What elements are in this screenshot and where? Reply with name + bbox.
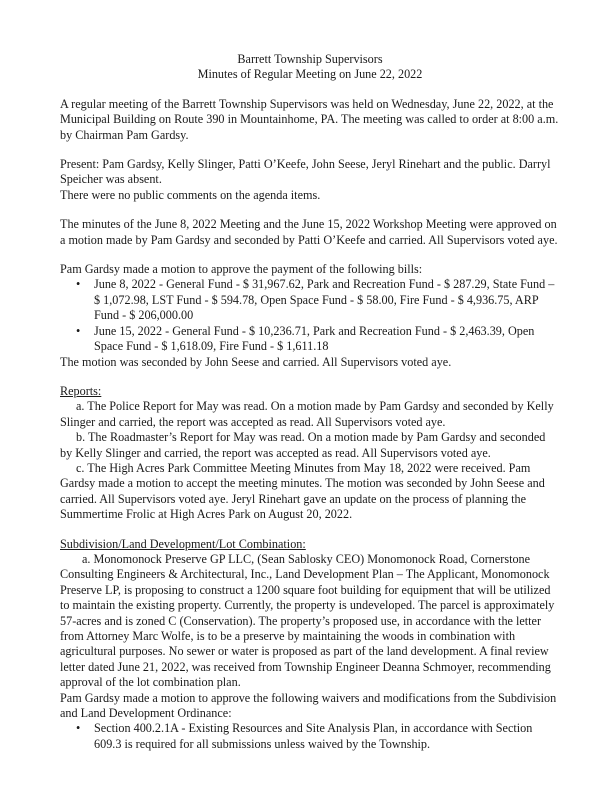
bullet-icon: • xyxy=(76,721,81,736)
bill-text: June 8, 2022 - General Fund - $ 31,967.62, Park and Recreation Fund - $ 287.29, State Fund – $ 1,072.98, LST Fund - $ 594.78, Open Space Fund - $ 58.00, Fire Fund - $ 4,936.75, ARP Fund - $ 206,000.00 xyxy=(94,277,555,323)
list-item xyxy=(60,721,560,752)
list-item xyxy=(60,324,560,355)
waivers-list xyxy=(60,721,560,752)
bullet-icon: • xyxy=(76,323,81,338)
opening-paragraph: A regular meeting of the Barrett Township Supervisors was held on Wednesday, June 22, 2022, at the Municipal Building on Route 390 in Mountainhome, PA. The meeting was called to order at 8:00 a.m. by Chairman Pam Gardsy. xyxy=(60,96,559,142)
report-item-police: a. The Police Report for May was read. On a motion made by Pam Gardsy and seconded by Kelly Slinger and carried, the report was accepted as read. All Supervisors voted aye. xyxy=(60,399,554,429)
minutes-page xyxy=(60,52,560,752)
document-subtitle: Minutes of Regular Meeting on June 22, 2022 xyxy=(197,67,423,82)
bill-text: June 15, 2022 - General Fund - $ 10,236.71, Park and Recreation Fund - $ 2,463.39, Open Space Fund - $ 1,618.09, Fire Fund - $ 1,611.18 xyxy=(94,323,535,354)
bills-intro-paragraph: Pam Gardsy made a motion to approve the payment of the following bills: xyxy=(60,262,423,277)
report-item-roadmaster: b. The Roadmaster’s Report for May was read. On a motion made by Pam Gardsy and seconded by Kelly Slinger and carried, the report was accepted as read. All Supervisors voted aye. xyxy=(60,430,546,460)
document-title: Barrett Township Supervisors xyxy=(237,52,383,66)
subdivision-item-monomonock: a. Monomonock Preserve GP LLC, (Sean Sablosky CEO) Monomonock Road, Cornerstone Consulting Engineers & Architectural, Inc., Land Development Plan – The Applicant, Monomonock Preserve LP, is proposing to construct a 1200 square foot building for equipment that will be utilized to maintain the existing property. Currently, the property is undeveloped. The parcel is approximately 57-acres and is zoned C (Conservation). The property’s proposed use, in accordance with the letter from Attorney Marc Wolfe, is to be a preserve by maintaining the woods in combination with agricultural purposes. No sewer or water is proposed as part of the land development. A final review letter dated June 21, 2022, was received from Township Engineer Deanna Schmoyer, recommending approval of the lot combination plan. xyxy=(60,551,555,690)
waiver-text: Section 400.2.1A - Existing Resources and Site Analysis Plan, in accordance with Section 609.3 is required for all submissions unless waived by the Township. xyxy=(94,721,533,751)
bills-closing-paragraph: The motion was seconded by John Seese and carried. All Supervisors voted aye. xyxy=(60,354,452,369)
bills-list xyxy=(60,277,560,354)
report-item-park-committee: c. The High Acres Park Committee Meeting Minutes from May 18, 2022 were received. Pam Gardsy made a motion to accept the meeting minutes. The motion was seconded by John Seese and carried. All Supervisors voted aye. Jeryl Rinehart gave an update on the process of planning the Summertime Frolic at High Acres Park on August 20, 2022. xyxy=(60,460,545,522)
waiver-motion-paragraph: Pam Gardsy made a motion to approve the following waivers and modifications from the Subdivision and Land Development Ordinance: xyxy=(60,690,557,721)
list-item xyxy=(60,277,560,323)
subdivision-heading: Subdivision/Land Development/Lot Combination: xyxy=(60,536,306,551)
bullet-icon: • xyxy=(76,277,81,292)
attendance-paragraph: Present: Pam Gardsy, Kelly Slinger, Patti O’Keefe, John Seese, Jeryl Rinehart and the public. Darryl Speicher was absent. xyxy=(60,157,551,187)
minutes-approval-paragraph: The minutes of the June 8, 2022 Meeting and the June 15, 2022 Workshop Meeting were approved on a motion made by Pam Gardsy and seconded by Patti O’Keefe and carried. All Supervisors voted aye. xyxy=(60,217,558,247)
public-comments-paragraph: There were no public comments on the agenda items. xyxy=(60,187,321,202)
reports-heading: Reports: xyxy=(60,383,102,398)
